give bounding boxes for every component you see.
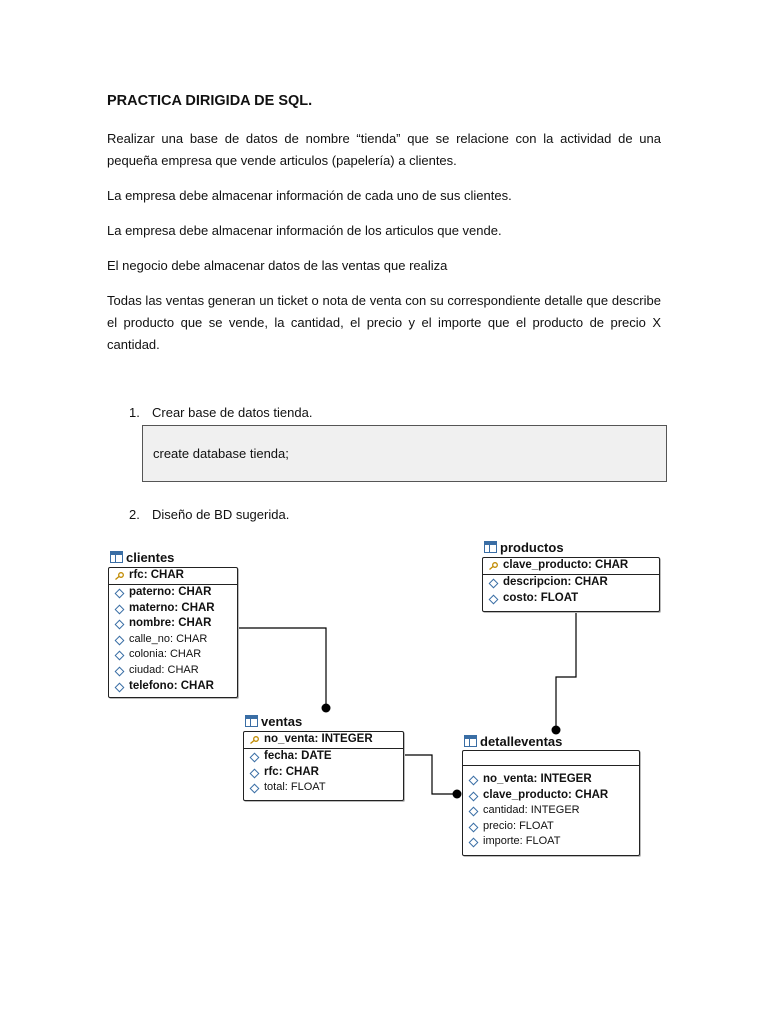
table-icon	[464, 735, 477, 747]
primary-key-row	[483, 558, 659, 575]
entity-detalleventas	[462, 750, 640, 856]
column-icon	[469, 791, 479, 801]
relationship-productos-detalleventas	[556, 612, 576, 729]
field-label: cantidad: INTEGER	[483, 804, 580, 817]
field-label: rfc: CHAR	[129, 569, 184, 581]
column-icon	[115, 620, 125, 630]
column-icon	[489, 579, 499, 589]
field-label: nombre: CHAR	[129, 617, 212, 630]
key-icon	[115, 572, 124, 580]
entity-productos	[482, 557, 660, 612]
field-label: total: FLOAT	[264, 781, 326, 794]
table-title-ventas: ventas	[245, 714, 302, 729]
step-number: 2.	[129, 507, 140, 522]
field-label: costo: FLOAT	[503, 591, 579, 604]
column-icon	[469, 807, 479, 817]
column-icon	[115, 604, 125, 614]
relationship-end-dot	[453, 790, 462, 799]
table-title-productos: productos	[484, 540, 564, 555]
field-label: clave_producto: CHAR	[483, 788, 609, 801]
column-icon	[469, 838, 479, 848]
key-icon	[489, 562, 498, 570]
table-title-clientes: clientes	[110, 550, 174, 565]
key-icon	[250, 736, 259, 744]
field-label: paterno: CHAR	[129, 586, 212, 598]
primary-key-row	[244, 732, 403, 749]
field-label: colonia: CHAR	[129, 648, 202, 661]
ticket-paragraph: Todas las ventas generan un ticket o nota de venta con su correspondiente detalle que describe el producto que se vende, la cantidad, el precio y el importe que el producto de precio X cantidad.	[107, 293, 661, 352]
sales-paragraph: El negocio debe almacenar datos de las ventas que realiza	[107, 258, 448, 273]
column-icon	[115, 667, 125, 677]
clients-paragraph: La empresa debe almacenar información de cada uno de sus clientes.	[107, 188, 512, 203]
field-label: importe: FLOAT	[483, 835, 561, 848]
table-icon	[484, 541, 497, 553]
column-icon	[115, 682, 125, 692]
column-icon	[115, 589, 125, 599]
entity-clientes	[108, 567, 238, 698]
intro-paragraph: Realizar una base de datos de nombre “tienda” que se relacione con la actividad de una pequeña empresa que vende articulos (papelería) a clientes.	[107, 131, 661, 168]
field-label: calle_no: CHAR	[129, 632, 208, 645]
relationship-ventas-detalleventas	[404, 755, 456, 794]
column-icon	[250, 753, 260, 763]
field-label: descripcion: CHAR	[503, 576, 608, 588]
field-label: precio: FLOAT	[483, 819, 554, 832]
column-icon	[250, 784, 260, 794]
field-label: telefono: CHAR	[129, 679, 214, 692]
empty-key-row	[463, 751, 639, 766]
field-label: materno: CHAR	[129, 601, 215, 614]
field-label: no_venta: INTEGER	[483, 773, 592, 785]
field-label: rfc: CHAR	[264, 765, 319, 778]
column-icon	[469, 776, 479, 786]
field-label: fecha: DATE	[264, 750, 332, 762]
step-number: 1.	[129, 405, 140, 420]
column-icon	[115, 635, 125, 645]
column-icon	[489, 594, 499, 604]
column-icon	[115, 651, 125, 661]
table-icon	[245, 715, 258, 727]
step-text: Crear base de datos tienda.	[152, 405, 313, 420]
column-icon	[250, 768, 260, 778]
relationship-end-dot	[322, 704, 331, 713]
code-text: create database tienda;	[153, 446, 289, 461]
column-icon	[469, 822, 479, 832]
field-label: no_venta: INTEGER	[264, 733, 373, 745]
primary-key-row	[109, 568, 237, 585]
relationship-clientes-ventas	[236, 628, 326, 707]
table-title-detalleventas: detalleventas	[464, 734, 562, 749]
document-title: PRACTICA DIRIGIDA DE SQL.	[107, 93, 313, 109]
field-label: ciudad: CHAR	[129, 663, 199, 676]
step-text: Diseño de BD sugerida.	[152, 507, 290, 522]
articles-paragraph: La empresa debe almacenar información de los articulos que vende.	[107, 223, 502, 238]
field-label: clave_producto: CHAR	[503, 559, 629, 571]
entity-ventas	[243, 731, 404, 801]
table-icon	[110, 551, 123, 563]
